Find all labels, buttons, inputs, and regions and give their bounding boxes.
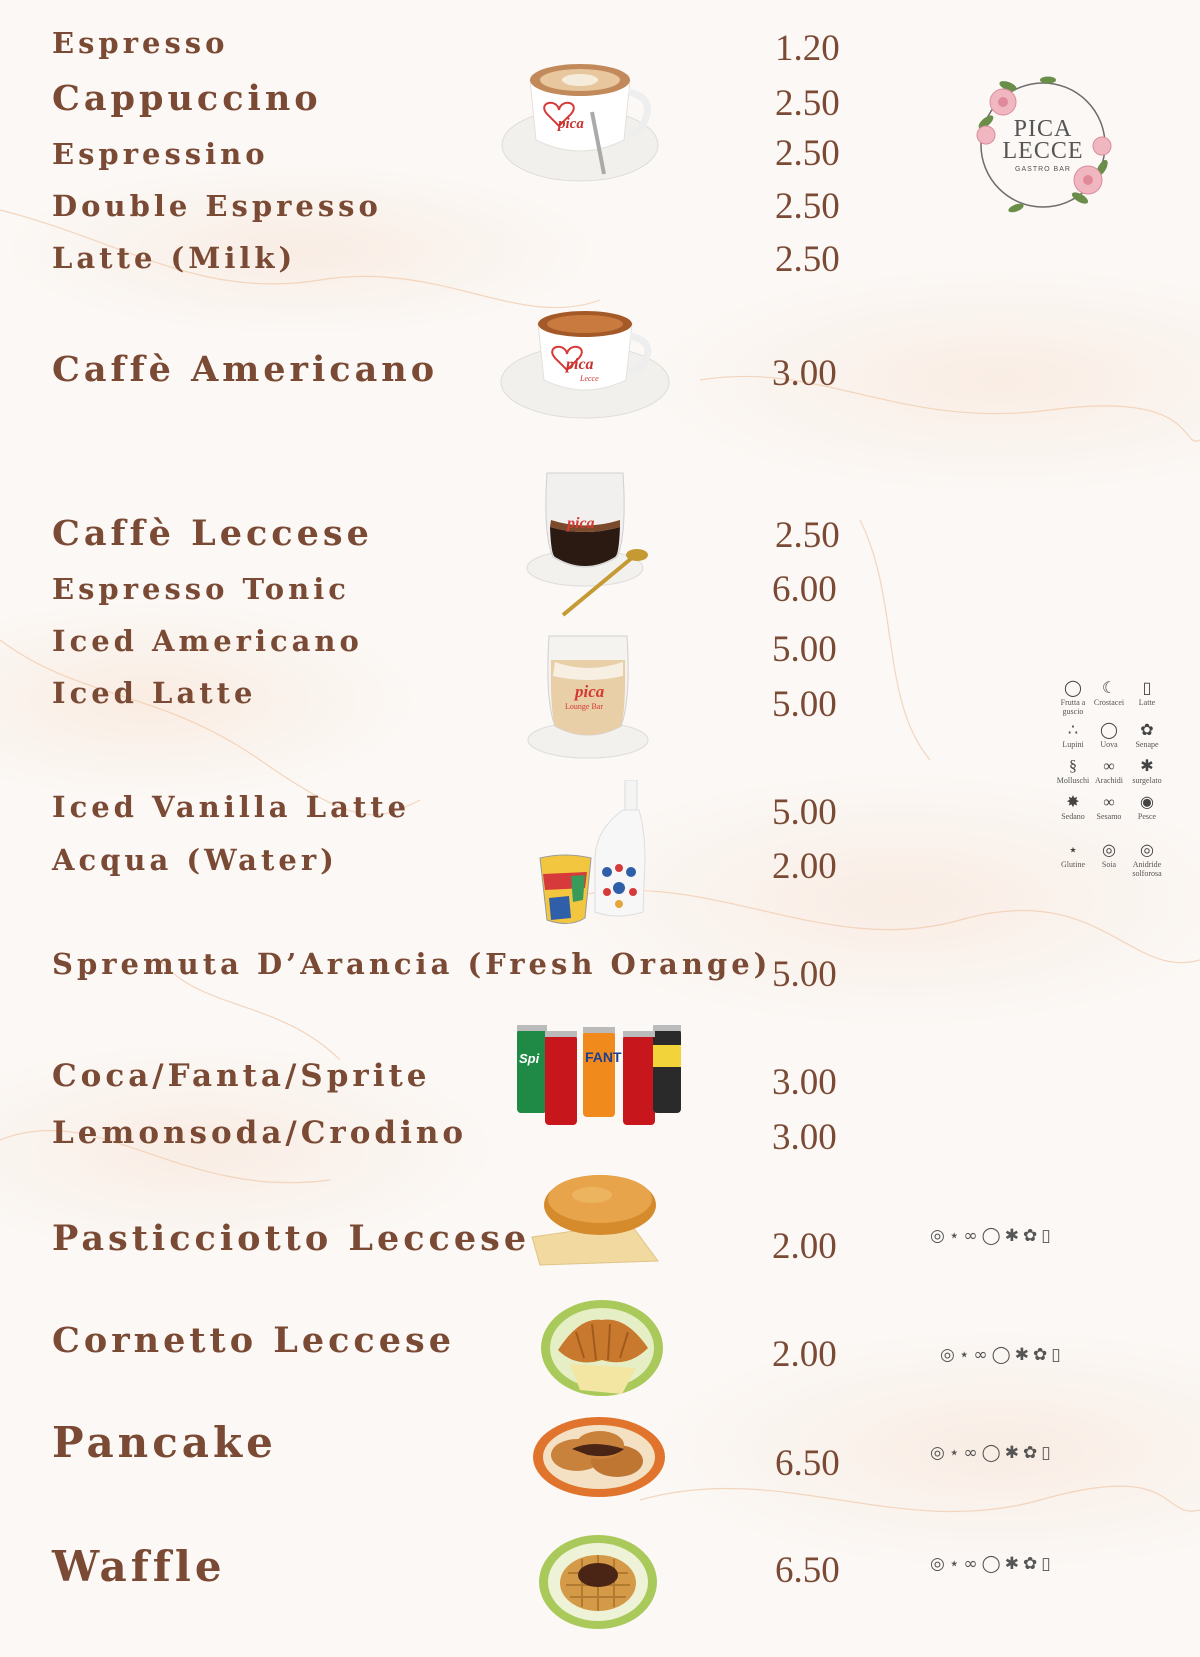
americano-cup-image — [500, 300, 670, 430]
mustard-icon: ✿ — [1022, 1443, 1042, 1463]
wheat-icon: ⋆ — [958, 1345, 974, 1365]
price-espresso: 1.20 — [775, 28, 840, 69]
allergen-icons-waffle — [930, 1554, 1055, 1576]
iced-latte-glass-image — [525, 630, 655, 765]
item-name-cappuccino: Cappuccino — [52, 78, 322, 119]
allergen-sulphite: ◎ Anidride solforosa — [1128, 842, 1166, 878]
fanta-can-label: FANT — [585, 1049, 622, 1065]
item-name-caffe-americano: Caffè Americano — [52, 349, 439, 390]
soda-cans-image — [515, 1025, 685, 1130]
item-name-lemonsoda-crodino: Lemonsoda/Crodino — [52, 1115, 468, 1151]
allergen-milk: ▯ Latte — [1128, 680, 1166, 707]
wheat-icon: ⋆ — [948, 1226, 964, 1246]
cup-brand-text: pica — [566, 356, 594, 373]
cornetto-image — [540, 1298, 665, 1398]
allergen-fish: ◉ Pesce — [1128, 794, 1166, 821]
allergen-icons-pasticciotto — [930, 1226, 1055, 1248]
nut-icon: ◯ — [981, 1443, 1005, 1463]
logo-name-line2: LECCE — [1002, 138, 1084, 164]
price-pancake: 6.50 — [775, 1443, 840, 1484]
water-bottle-image — [535, 780, 655, 930]
nut-icon: ◯ — [991, 1345, 1015, 1365]
price-latte-milk: 2.50 — [775, 239, 840, 280]
allergen-peanut: ∞ Arachidi — [1090, 758, 1128, 785]
allergen-mollusc: § Molluschi — [1054, 758, 1092, 785]
item-name-coca-fanta-sprite: Coca/Fanta/Sprite — [52, 1058, 431, 1094]
item-name-acqua: Acqua (Water) — [52, 843, 338, 877]
item-name-espresso-tonic: Espresso Tonic — [52, 572, 350, 606]
celery-icon: ✸ — [1066, 794, 1080, 811]
price-double-espresso: 2.50 — [775, 186, 840, 227]
item-name-double-espresso: Double Espresso — [52, 189, 382, 223]
item-name-pancake: Pancake — [52, 1418, 277, 1467]
allergen-celery: ✸ Sedano — [1054, 794, 1092, 821]
cup-brand-subtext: Lecce — [580, 374, 599, 383]
price-spremuta: 5.00 — [772, 954, 837, 995]
item-name-espressino: Espressino — [52, 137, 269, 171]
peanut-icon: ∞ — [963, 1443, 982, 1463]
snowflake-icon: ✱ — [1004, 1226, 1023, 1246]
price-cornetto: 2.00 — [772, 1334, 837, 1375]
nut-icon: ◯ — [1064, 680, 1082, 697]
cup-brand-text: pica — [558, 116, 584, 132]
price-iced-latte: 5.00 — [772, 684, 837, 725]
allergen-crustacean: ☾ Crostacei — [1090, 680, 1128, 707]
soy-icon: ◎ — [940, 1345, 959, 1365]
item-name-latte-milk: Latte (Milk) — [52, 241, 297, 275]
waffle-image — [538, 1533, 658, 1631]
milk-bottle-icon: ▯ — [1142, 680, 1152, 697]
soy-icon: ◎ — [1102, 842, 1116, 859]
price-cappuccino: 2.50 — [775, 83, 840, 124]
allergen-lupin: ∴ Lupini — [1054, 722, 1092, 749]
peanut-icon: ∞ — [1103, 758, 1115, 775]
glass-brand-subtext: Lounge Bar — [565, 702, 603, 711]
price-waffle: 6.50 — [775, 1550, 840, 1591]
snowflake-icon: ✱ — [1140, 758, 1154, 775]
pasticciotto-image — [530, 1165, 670, 1270]
snowflake-icon: ✱ — [1014, 1345, 1033, 1365]
logo-name-line1: PICA — [1013, 116, 1073, 142]
item-name-iced-americano: Iced Americano — [52, 624, 363, 658]
allergen-legend — [1054, 680, 1174, 900]
pancake-image — [532, 1415, 667, 1500]
allergen-frozen: ✱ surgelato — [1128, 758, 1166, 785]
allergen-mustard: ✿ Senape — [1128, 722, 1166, 749]
soy-icon: ◎ — [930, 1443, 949, 1463]
milk-bottle-icon: ▯ — [1041, 1443, 1055, 1463]
allergen-egg: ◯ Uova — [1090, 722, 1128, 749]
item-name-pasticciotto: Pasticciotto Leccese — [52, 1218, 531, 1259]
mollusc-icon: § — [1069, 758, 1077, 775]
glass-brand-text: pica — [575, 682, 605, 701]
allergen-soy: ◎ Soia — [1090, 842, 1128, 869]
price-espressino: 2.50 — [775, 133, 840, 174]
nut-icon: ◯ — [981, 1554, 1005, 1574]
sprite-can-label: Spi — [519, 1051, 540, 1066]
mustard-icon: ✿ — [1032, 1345, 1052, 1365]
allergen-nut: ◯ Frutta a guscio — [1054, 680, 1092, 716]
item-name-iced-vanilla-latte: Iced Vanilla Latte — [52, 790, 411, 824]
caffe-leccese-glass-image — [525, 465, 655, 625]
allergen-sesame: ∞ Sesamo — [1090, 794, 1128, 821]
item-name-iced-latte: Iced Latte — [52, 676, 257, 710]
item-name-spremuta: Spremuta D’Arancia (Fresh Orange) — [52, 947, 772, 981]
price-pasticciotto: 2.00 — [772, 1226, 837, 1267]
item-name-caffe-leccese: Caffè Leccese — [52, 513, 373, 554]
wheat-icon: ⋆ — [948, 1554, 964, 1574]
price-iced-vanilla-latte: 5.00 — [772, 792, 837, 833]
snowflake-icon: ✱ — [1004, 1554, 1023, 1574]
wheat-icon: ⋆ — [948, 1443, 964, 1463]
nut-icon: ◯ — [981, 1226, 1005, 1246]
cappuccino-cup-image — [500, 50, 670, 185]
price-espresso-tonic: 6.00 — [772, 569, 837, 610]
price-caffe-leccese: 2.50 — [775, 515, 840, 556]
sulphite-icon: ◎ — [1140, 842, 1154, 859]
peanut-icon: ∞ — [973, 1345, 992, 1365]
soy-icon: ◎ — [930, 1226, 949, 1246]
price-caffe-americano: 3.00 — [772, 353, 837, 394]
item-name-cornetto: Cornetto Leccese — [52, 1320, 455, 1361]
allergen-icons-cornetto — [940, 1345, 1065, 1367]
mustard-icon: ✿ — [1022, 1226, 1042, 1246]
soy-icon: ◎ — [930, 1554, 949, 1574]
milk-bottle-icon: ▯ — [1051, 1345, 1065, 1365]
item-name-espresso: Espresso — [52, 26, 229, 60]
glass-brand-text: pica — [567, 515, 595, 532]
item-name-waffle: Waffle — [52, 1542, 226, 1591]
price-lemonsoda-crodino: 3.00 — [772, 1117, 837, 1158]
logo-subtitle: GASTRO BAR — [1015, 166, 1071, 173]
lupin-icon: ∴ — [1067, 722, 1079, 739]
snowflake-icon: ✱ — [1004, 1443, 1023, 1463]
peanut-icon: ∞ — [963, 1554, 982, 1574]
peanut-icon: ∞ — [963, 1226, 982, 1246]
milk-bottle-icon: ▯ — [1041, 1554, 1055, 1574]
allergen-icons-pancake — [930, 1443, 1055, 1465]
allergen-gluten: ⋆ Glutine — [1054, 842, 1092, 869]
mustard-icon: ✿ — [1140, 722, 1154, 739]
shell-icon: ☾ — [1101, 680, 1117, 697]
mustard-icon: ✿ — [1022, 1554, 1042, 1574]
fish-icon: ◉ — [1140, 794, 1154, 811]
wheat-icon: ⋆ — [1067, 842, 1078, 859]
price-acqua: 2.00 — [772, 846, 837, 887]
pica-lecce-logo — [968, 70, 1118, 220]
egg-icon: ◯ — [1100, 722, 1118, 739]
milk-bottle-icon: ▯ — [1041, 1226, 1055, 1246]
price-iced-americano: 5.00 — [772, 629, 837, 670]
sesame-icon: ∞ — [1103, 794, 1115, 811]
price-coca-fanta-sprite: 3.00 — [772, 1062, 837, 1103]
